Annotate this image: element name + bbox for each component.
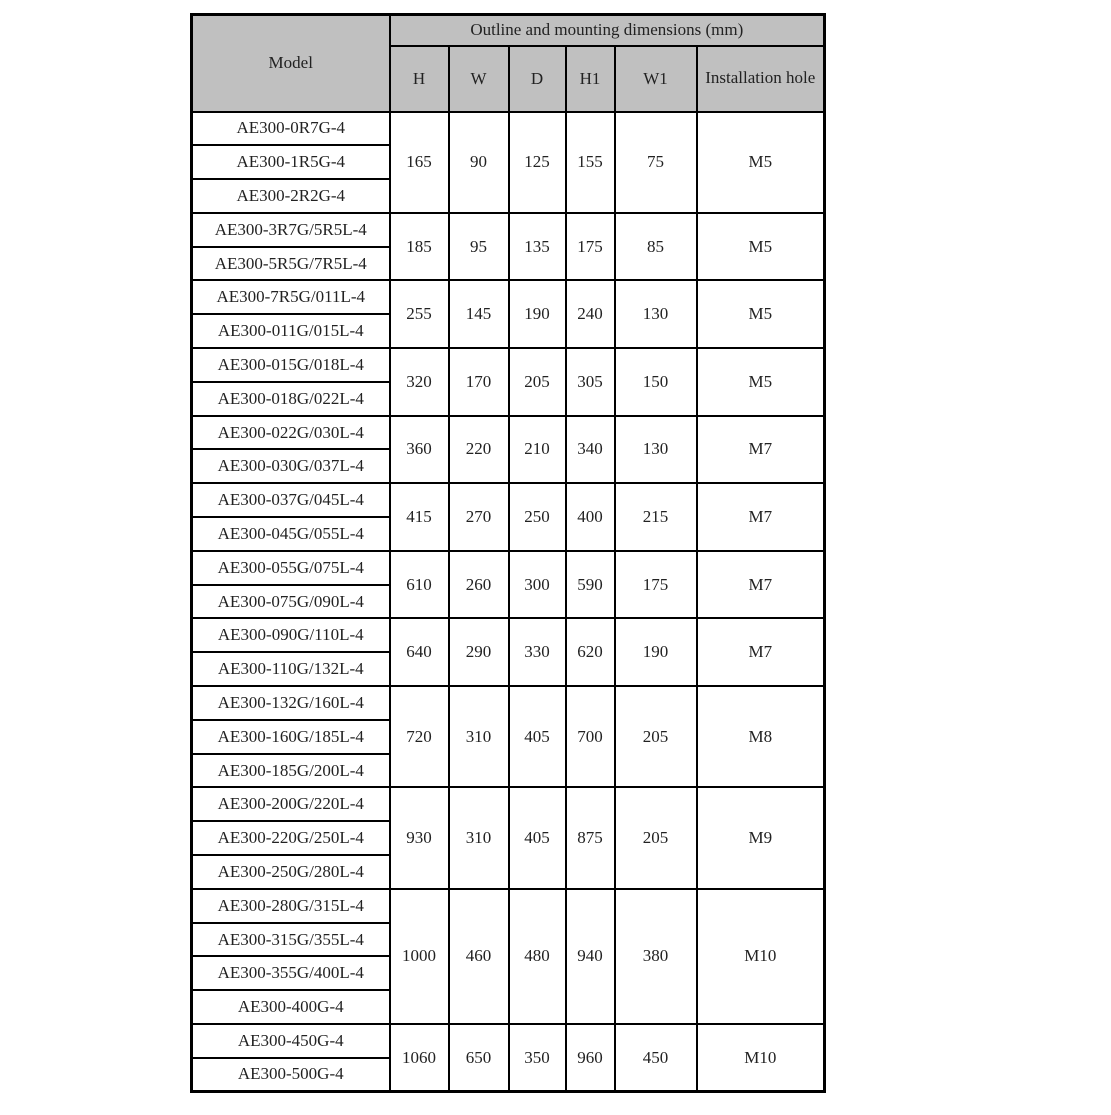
dimensions-table — [190, 13, 826, 1093]
dim-h1: 155 — [566, 112, 615, 213]
dim-w: 270 — [449, 483, 509, 551]
dim-h: 320 — [390, 348, 449, 416]
header-col-d: D — [509, 46, 566, 112]
header-outline-dimensions: Outline and mounting dimensions (mm) — [390, 15, 825, 46]
header-col-h: H — [390, 46, 449, 112]
table-row — [192, 213, 825, 247]
dim-d: 250 — [509, 483, 566, 551]
table-row — [192, 686, 825, 720]
dim-w1: 130 — [615, 416, 697, 484]
table-row — [192, 416, 825, 450]
model-cell: AE300-200G/220L-4 — [192, 787, 390, 821]
header-col-h1: H1 — [566, 46, 615, 112]
dim-w: 170 — [449, 348, 509, 416]
dim-d: 300 — [509, 551, 566, 619]
dim-h: 415 — [390, 483, 449, 551]
dim-w: 650 — [449, 1024, 509, 1092]
dim-installation-hole: M7 — [697, 483, 825, 551]
header-model: Model — [192, 15, 390, 112]
dim-d: 125 — [509, 112, 566, 213]
dim-installation-hole: M7 — [697, 551, 825, 619]
dim-h1: 305 — [566, 348, 615, 416]
model-cell: AE300-315G/355L-4 — [192, 923, 390, 957]
dim-d: 135 — [509, 213, 566, 281]
model-cell: AE300-022G/030L-4 — [192, 416, 390, 450]
dim-h1: 590 — [566, 551, 615, 619]
model-cell: AE300-450G-4 — [192, 1024, 390, 1058]
model-cell: AE300-0R7G-4 — [192, 112, 390, 146]
dim-h1: 175 — [566, 213, 615, 281]
table-row — [192, 618, 825, 652]
table-header — [192, 15, 825, 112]
dim-d: 210 — [509, 416, 566, 484]
model-cell: AE300-015G/018L-4 — [192, 348, 390, 382]
dim-h1: 340 — [566, 416, 615, 484]
dim-installation-hole: M10 — [697, 1024, 825, 1092]
dim-d: 330 — [509, 618, 566, 686]
model-cell: AE300-2R2G-4 — [192, 179, 390, 213]
dim-w1: 150 — [615, 348, 697, 416]
dim-d: 480 — [509, 889, 566, 1024]
dim-installation-hole: M5 — [697, 280, 825, 348]
model-cell: AE300-075G/090L-4 — [192, 585, 390, 619]
model-cell: AE300-280G/315L-4 — [192, 889, 390, 923]
dim-w1: 130 — [615, 280, 697, 348]
model-cell: AE300-1R5G-4 — [192, 145, 390, 179]
dim-w1: 380 — [615, 889, 697, 1024]
dim-installation-hole: M10 — [697, 889, 825, 1024]
model-cell: AE300-160G/185L-4 — [192, 720, 390, 754]
model-cell: AE300-030G/037L-4 — [192, 449, 390, 483]
model-cell: AE300-400G-4 — [192, 990, 390, 1024]
dim-w1: 205 — [615, 686, 697, 787]
dim-h1: 400 — [566, 483, 615, 551]
dim-d: 405 — [509, 686, 566, 787]
model-cell: AE300-355G/400L-4 — [192, 956, 390, 990]
dim-h: 720 — [390, 686, 449, 787]
dim-h: 185 — [390, 213, 449, 281]
model-cell: AE300-220G/250L-4 — [192, 821, 390, 855]
dim-h1: 940 — [566, 889, 615, 1024]
dim-installation-hole: M8 — [697, 686, 825, 787]
dim-installation-hole: M9 — [697, 787, 825, 888]
model-cell: AE300-055G/075L-4 — [192, 551, 390, 585]
dim-w: 460 — [449, 889, 509, 1024]
dim-d: 350 — [509, 1024, 566, 1092]
dim-w: 310 — [449, 686, 509, 787]
table-row — [192, 483, 825, 517]
dim-w: 290 — [449, 618, 509, 686]
dim-h: 930 — [390, 787, 449, 888]
model-cell: AE300-045G/055L-4 — [192, 517, 390, 551]
dim-d: 190 — [509, 280, 566, 348]
table-row — [192, 551, 825, 585]
dim-w: 260 — [449, 551, 509, 619]
dim-w: 145 — [449, 280, 509, 348]
dim-w1: 205 — [615, 787, 697, 888]
dim-h: 255 — [390, 280, 449, 348]
model-cell: AE300-090G/110L-4 — [192, 618, 390, 652]
table-row — [192, 889, 825, 923]
table-row — [192, 348, 825, 382]
header-col-installation-hole: Installation hole — [697, 46, 825, 112]
dim-w1: 75 — [615, 112, 697, 213]
model-cell: AE300-500G-4 — [192, 1058, 390, 1092]
model-cell: AE300-7R5G/011L-4 — [192, 280, 390, 314]
header-col-w1: W1 — [615, 46, 697, 112]
dim-w1: 215 — [615, 483, 697, 551]
table-row — [192, 112, 825, 146]
dim-w1: 450 — [615, 1024, 697, 1092]
dim-h: 640 — [390, 618, 449, 686]
dim-h1: 875 — [566, 787, 615, 888]
model-cell: AE300-110G/132L-4 — [192, 652, 390, 686]
dim-h: 360 — [390, 416, 449, 484]
dim-h1: 240 — [566, 280, 615, 348]
model-cell: AE300-037G/045L-4 — [192, 483, 390, 517]
dim-installation-hole: M7 — [697, 618, 825, 686]
dim-h: 165 — [390, 112, 449, 213]
model-cell: AE300-185G/200L-4 — [192, 754, 390, 788]
dim-w: 220 — [449, 416, 509, 484]
table-row — [192, 280, 825, 314]
dim-installation-hole: M5 — [697, 112, 825, 213]
header-col-w: W — [449, 46, 509, 112]
table-row — [192, 1024, 825, 1058]
model-cell: AE300-3R7G/5R5L-4 — [192, 213, 390, 247]
dim-h: 1060 — [390, 1024, 449, 1092]
model-cell: AE300-018G/022L-4 — [192, 382, 390, 416]
dim-w: 95 — [449, 213, 509, 281]
dim-d: 405 — [509, 787, 566, 888]
dim-h1: 620 — [566, 618, 615, 686]
model-cell: AE300-250G/280L-4 — [192, 855, 390, 889]
dim-h1: 960 — [566, 1024, 615, 1092]
dim-d: 205 — [509, 348, 566, 416]
dim-w: 90 — [449, 112, 509, 213]
model-cell: AE300-011G/015L-4 — [192, 314, 390, 348]
dim-installation-hole: M5 — [697, 213, 825, 281]
dim-h: 1000 — [390, 889, 449, 1024]
table-row — [192, 787, 825, 821]
dim-w1: 190 — [615, 618, 697, 686]
dim-w1: 85 — [615, 213, 697, 281]
dim-h1: 700 — [566, 686, 615, 787]
model-cell: AE300-5R5G/7R5L-4 — [192, 247, 390, 281]
dim-w1: 175 — [615, 551, 697, 619]
dim-installation-hole: M7 — [697, 416, 825, 484]
dim-installation-hole: M5 — [697, 348, 825, 416]
model-cell: AE300-132G/160L-4 — [192, 686, 390, 720]
dim-w: 310 — [449, 787, 509, 888]
dim-h: 610 — [390, 551, 449, 619]
